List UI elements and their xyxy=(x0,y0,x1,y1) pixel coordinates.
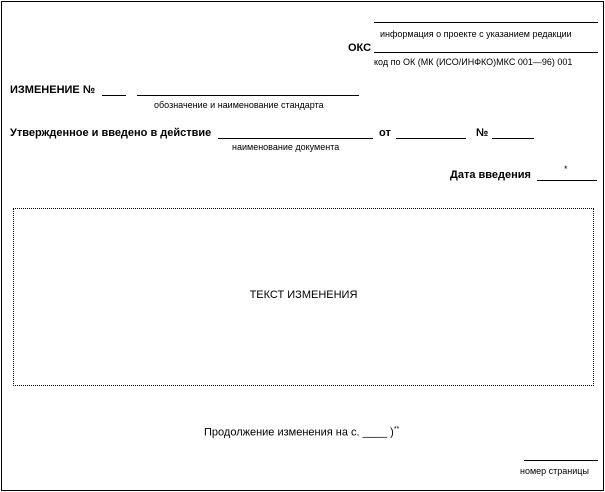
continuation-line-text xyxy=(204,426,399,439)
doc-number-line xyxy=(492,138,534,139)
change-text-box xyxy=(13,208,594,386)
document-line xyxy=(218,138,373,139)
document-caption: наименование документа xyxy=(232,142,340,152)
page-number-caption: номер страницы xyxy=(520,466,589,476)
intro-date-label: Дата введения xyxy=(450,169,531,181)
number-label: № xyxy=(476,127,489,139)
project-info-caption: информация о проекте с указанием редакции xyxy=(380,29,572,39)
intro-date-line xyxy=(537,180,597,181)
change-label: ИЗМЕНЕНИЕ № xyxy=(10,84,96,96)
standard-caption: обозначение и наименование стандарта xyxy=(154,100,324,110)
oks-line xyxy=(374,52,598,53)
intro-date-asterisk: * xyxy=(564,164,568,174)
approved-label: Утвержденное и введено в действие xyxy=(10,127,212,139)
oks-label: ОКС xyxy=(348,42,372,54)
date-line xyxy=(396,138,466,139)
page-number-line xyxy=(524,460,598,461)
oks-code-caption: код по ОК (МК (ИСО/ИНФКО)МКС 001—96) 001 xyxy=(374,57,573,67)
continuation-text: Продолжение изменения на с. ____ ) xyxy=(204,426,394,439)
standard-line xyxy=(137,95,359,96)
from-label: от xyxy=(379,127,391,139)
change-number-line xyxy=(102,95,126,96)
change-text-placeholder: ТЕКСТ ИЗМЕНЕНИЯ xyxy=(249,289,358,301)
change-form xyxy=(1,1,604,491)
continuation-mark: ** xyxy=(393,426,400,433)
project-info-line xyxy=(374,22,598,23)
